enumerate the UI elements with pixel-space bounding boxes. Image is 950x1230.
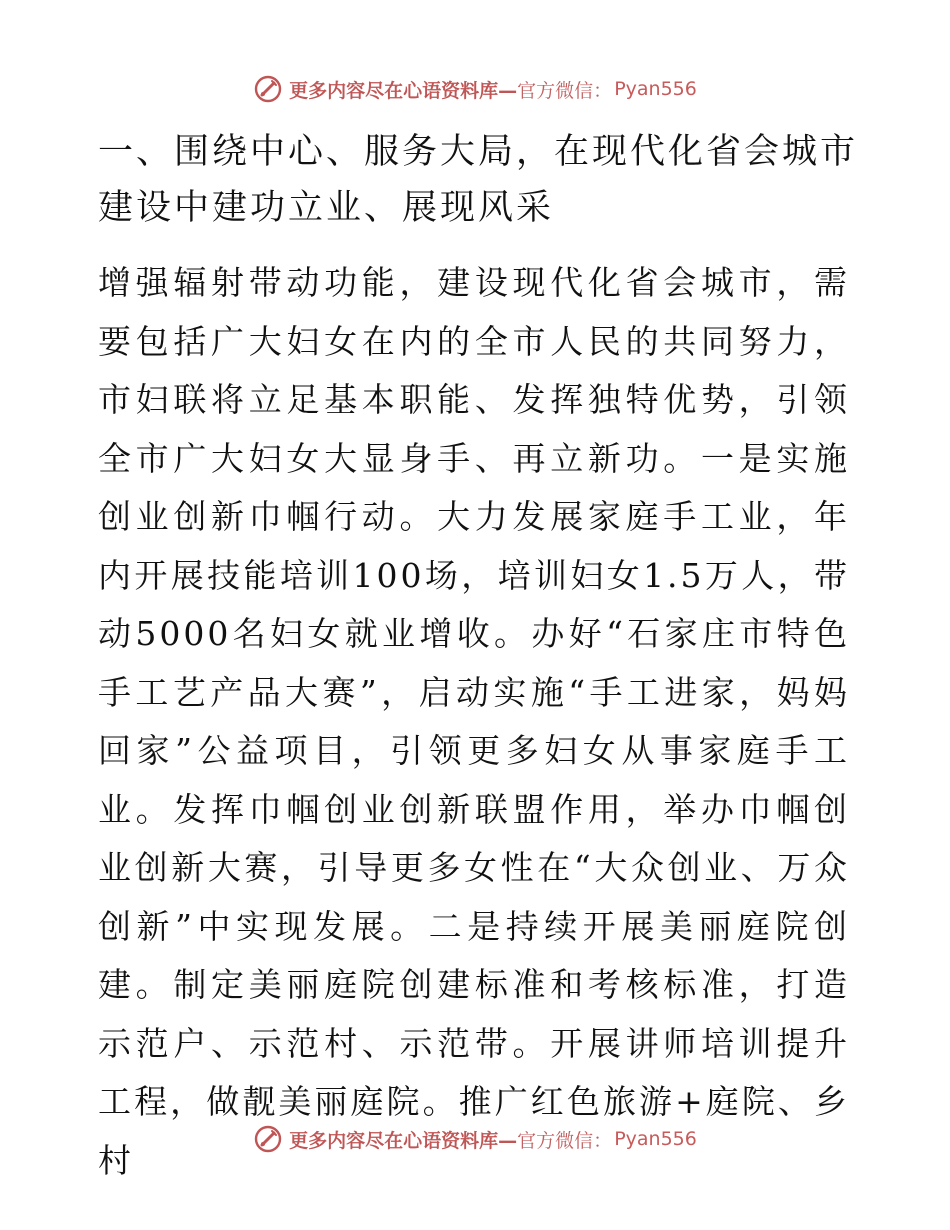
watermark-wechat-id: Pyan556 bbox=[614, 1128, 697, 1150]
watermark-wechat-label: 官方微信： bbox=[517, 79, 613, 102]
watermark-wechat-label: 官方微信： bbox=[517, 1129, 613, 1152]
watermark-footer bbox=[0, 1124, 950, 1154]
watermark-header bbox=[0, 74, 950, 104]
section-heading: 一、围绕中心、服务大局，在现代化省会城市建设中建功立业、展现风采 bbox=[98, 132, 859, 228]
watermark-wechat-id: Pyan556 bbox=[614, 78, 697, 100]
watermark-text: 更多内容尽在心语资料库— bbox=[289, 1129, 518, 1152]
logo-icon bbox=[253, 1124, 283, 1154]
watermark-text: 更多内容尽在心语资料库— bbox=[289, 79, 518, 102]
body-paragraph: 增强辐射带动功能，建设现代化省会城市，需要包括广大妇女在内的全市人民的共同努力，市妇联将立足基本职能、发挥独特优势，引领全市广大妇女大显身手、再立新功。一是实施创业创新巾帼行动。大力发展家庭手工业，年内开展技能培训100场，培训妇女1.5万人，带动5000名妇女就业增收。办好“石家庄市特色手工艺产品大赛”，启动实施“手工进家，妈妈回家”公益项目，引领更多妇女从事家庭手工业。发挥巾帼创业创新联盟作用，举办巾帼创业创新大赛，引导更多女性在“大众创业、万众创新”中实现发展。二是持续开展美丽庭院创建。制定美丽庭院创建标准和考核标准，打造示范户、示范村、示范带。开展讲师培训提升工程，做靓美丽庭院。推广红色旅游+庭院、乡村 bbox=[98, 263, 850, 1180]
logo-icon bbox=[253, 74, 283, 104]
